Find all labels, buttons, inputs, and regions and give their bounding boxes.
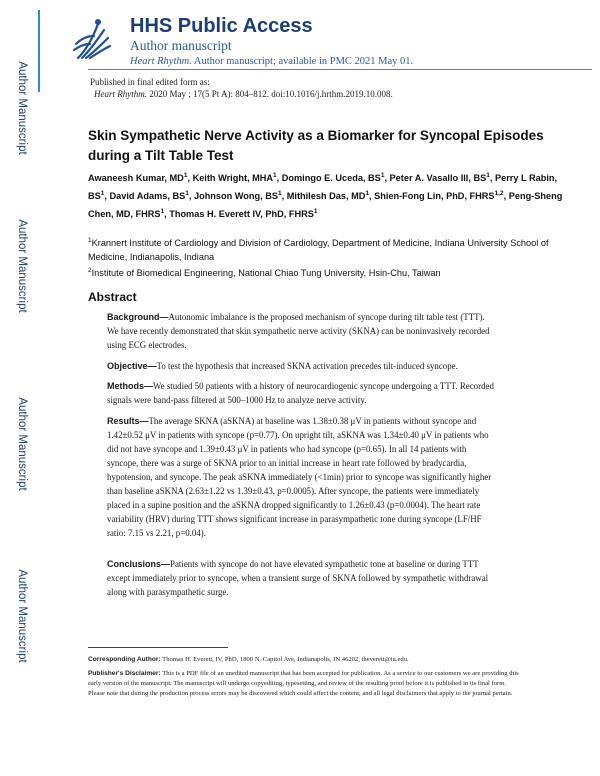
section-text: Autonomic imbalance is the proposed mechanism of syncope during tilt table test (TTT). We have recently demonstrated that skin sympathetic nerve activity (SKNA) can be noninvasively recorded using ECG electrodes. <box>107 312 490 350</box>
hhs-header <box>130 14 413 70</box>
sidebar-label-author-manuscript <box>15 556 29 676</box>
author-name-text: Awaneesh Kumar, MD <box>88 173 184 184</box>
author-name <box>287 191 369 201</box>
section-text: To test the hypothesis that increased SKNA activation precedes tilt-induced syncope. <box>156 361 458 371</box>
journal-name: Heart Rhythm. <box>130 56 192 67</box>
affiliation-number: 2 <box>88 267 92 274</box>
author-name-text: Perry L Rabin, BS <box>88 173 558 202</box>
author-name <box>193 173 277 183</box>
abstract-objective <box>107 359 497 373</box>
affiliation-2 <box>88 264 558 281</box>
header-divider <box>38 10 40 92</box>
affiliation-number: 1 <box>88 237 92 244</box>
affiliation-text: Institute of Biomedical Engineering, National Chiao Tung University, Hsin-Chu, Taiwan <box>91 268 441 279</box>
author-name <box>390 173 490 183</box>
sidebar-label-text: Author Manuscript <box>16 61 28 155</box>
sidebar-label-text: Author Manuscript <box>16 219 28 313</box>
section-label: Methods— <box>107 381 153 391</box>
author-name-text: Johnson Wong, BS <box>193 191 279 202</box>
section-label: Conclusions— <box>107 559 171 569</box>
author-affiliation-number: 1 <box>185 190 189 198</box>
footnote-text: Thomas H. Everett, IV, PhD, 1800 N. Capitol Ave, Indianapolis, IN 46202, theverett@iu.edu. <box>160 656 409 663</box>
citation-line <box>90 88 393 100</box>
author-affiliation-number: 1 <box>273 172 277 179</box>
header-rule <box>88 69 592 70</box>
author-name <box>194 191 282 201</box>
author-name <box>88 173 187 183</box>
publisher-disclaimer <box>88 669 523 699</box>
author-affiliation-number: 1 <box>365 190 369 198</box>
article-title: Skin Sympathetic Nerve Activity as a Biomarker for Syncopal Episodes during a Tilt Table Test <box>88 128 544 163</box>
author-name-text: Peng-Sheng Chen, MD, FHRS <box>88 191 563 220</box>
author-name-text: Thomas H. Everett IV, PhD, FHRS <box>169 209 314 220</box>
abstract-results <box>107 414 497 540</box>
section-label: Background— <box>107 312 169 322</box>
author-affiliation-number: 1 <box>313 208 318 216</box>
footnote-label: Corresponding Author: <box>88 656 161 663</box>
author-name-text: Keith Wright, MHA <box>192 173 274 184</box>
sidebar-label-author-manuscript <box>15 206 29 326</box>
citation-journal: Heart Rhythm. <box>94 89 147 99</box>
abstract-methods <box>107 379 497 407</box>
author-affiliation-number: 1 <box>160 208 165 216</box>
section-label: Objective— <box>107 361 157 371</box>
affiliation-text: Krannert Institute of Cardiology and Division of Cardiology, Department of Medicine, Indiana University School of Medicine, Indianapolis, Indiana <box>88 238 549 262</box>
citation-text: 2020 May ; 17(5 Pt A): 804–812. doi:10.1016/j.hrthm.2019.10.008. <box>147 89 393 99</box>
corresponding-author-note <box>88 655 523 665</box>
publication-info <box>90 76 393 100</box>
sidebar-label-text: Author Manuscript <box>16 397 28 491</box>
author-affiliation-number: 1 <box>486 172 490 179</box>
affiliation-1 <box>88 234 558 264</box>
sidebar-label-text: Author Manuscript <box>16 569 28 663</box>
author-name-text: Shien-Fong Lin, PhD, FHRS <box>374 191 495 202</box>
hhs-subtitle: Author manuscript <box>130 38 232 53</box>
sidebar-label-author-manuscript <box>15 384 29 504</box>
author-affiliation-number: 1 <box>278 190 282 198</box>
author-name-text: Mithilesh Das, MD <box>286 191 366 202</box>
author-list: Awaneesh Kumar, $MD^1$, Keith Wright, MHA$^1$, Domingo E. Uceda, $BS^1$, Peter A. Vasallo III, $BS^1$, Perry L Rabin, $BS^1$, David Adams, $BS^1$, Johnson Wong, $BS^1$, Mithilesh Das, $MD^1$, Shien-Fong Lin, PhD, FHRS$^{1,2}$, Peng-Sheng Chen, MD, FHRS$^1$, Thomas H. Everett IV, PhD, FHRS$^1$ <box>88 172 563 220</box>
author-affiliation-number: 1 <box>100 190 105 198</box>
abstract-conclusions <box>107 557 497 599</box>
hhs-title: HHS Public Access <box>130 15 313 37</box>
author-name <box>282 173 385 183</box>
section-text: We studied 50 patients with a history of neurocardiogenic syncope undergoing a TTT. Recorded signals were band-pass filtered at 500–1000 Hz to analyze nerve activity. <box>107 381 494 405</box>
section-text: Patients with syncope do not have elevated sympathetic tone at baseline or during TTT except immediately prior to syncope, when a transient surge of SKNA followed by sympathetic withdrawal along with parasympathetic surge. <box>107 559 489 597</box>
section-label: Results— <box>107 416 149 426</box>
author-name-text: Peter A. Vasallo III, BS <box>389 173 487 184</box>
author-name <box>110 191 189 201</box>
published-in-label: Published in final edited form as: <box>90 77 210 87</box>
footnote-text: This is a PDF file of an unedited manuscript that has been accepted for publication. As a service to our customers we are providing this early version of the manuscript. The manuscript will undergo copyediting, typesetting, and review of the resulting proof before it is published in its final form. Please note that during the production process errors may be discovered which could affect the content, and all legal disclaimers that apply to the journal pertain. <box>88 670 519 697</box>
section-text: The average SKNA (aSKNA) at baseline was 1.38±0.38 μV in patients without syncope and 1.42±0.52 μV in patients with syncope (p=0.77). On upright tilt, aSKNA was 1.34±0.40 μV in patients who did not have syncope and 1.39±0.43 μV in patients who had syncope (p=0.65). In all 14 patients with syncope, there was a surge of SKNA prior to an initial increase in heart rate followed by bradycardia, hypotension, and syncope. The peak aSKNA immediately (<1min) prior to syncope was significantly higher than baseline aSKNA (2.63±1.22 vs 1.39±0.43, p=0.0005). After syncope, the patients were immediately placed in a supine position and the aSKNA dropped significantly to 1.26±0.43 (p=0.0004). The heart rate variability (HRV) during TTT shows significant increase in parasympathetic tone during syncope (LF/HF ratio: 7.15 vs 2.21, p=0.04). <box>107 416 492 538</box>
author-name-text: Domingo E. Uceda, BS <box>281 173 381 184</box>
author-name <box>169 209 317 219</box>
author-name-text: David Adams, BS <box>109 191 186 202</box>
author-affiliation-number: 1 <box>183 172 188 179</box>
availability-text: Author manuscript; available in PMC 2021 May 01. <box>191 56 414 67</box>
hhs-eagle-logo-icon <box>68 14 114 66</box>
author-affiliation-number: 1,2 <box>494 190 504 198</box>
abstract-heading: Abstract <box>88 290 137 304</box>
footnote-label: Publisher's Disclaimer: <box>88 670 161 677</box>
availability-line <box>130 54 413 70</box>
abstract-background <box>107 310 497 352</box>
footnote-rule <box>88 647 228 648</box>
author-name <box>374 191 504 201</box>
author-affiliation-number: 1 <box>380 172 385 179</box>
sidebar-label-author-manuscript <box>15 48 29 168</box>
